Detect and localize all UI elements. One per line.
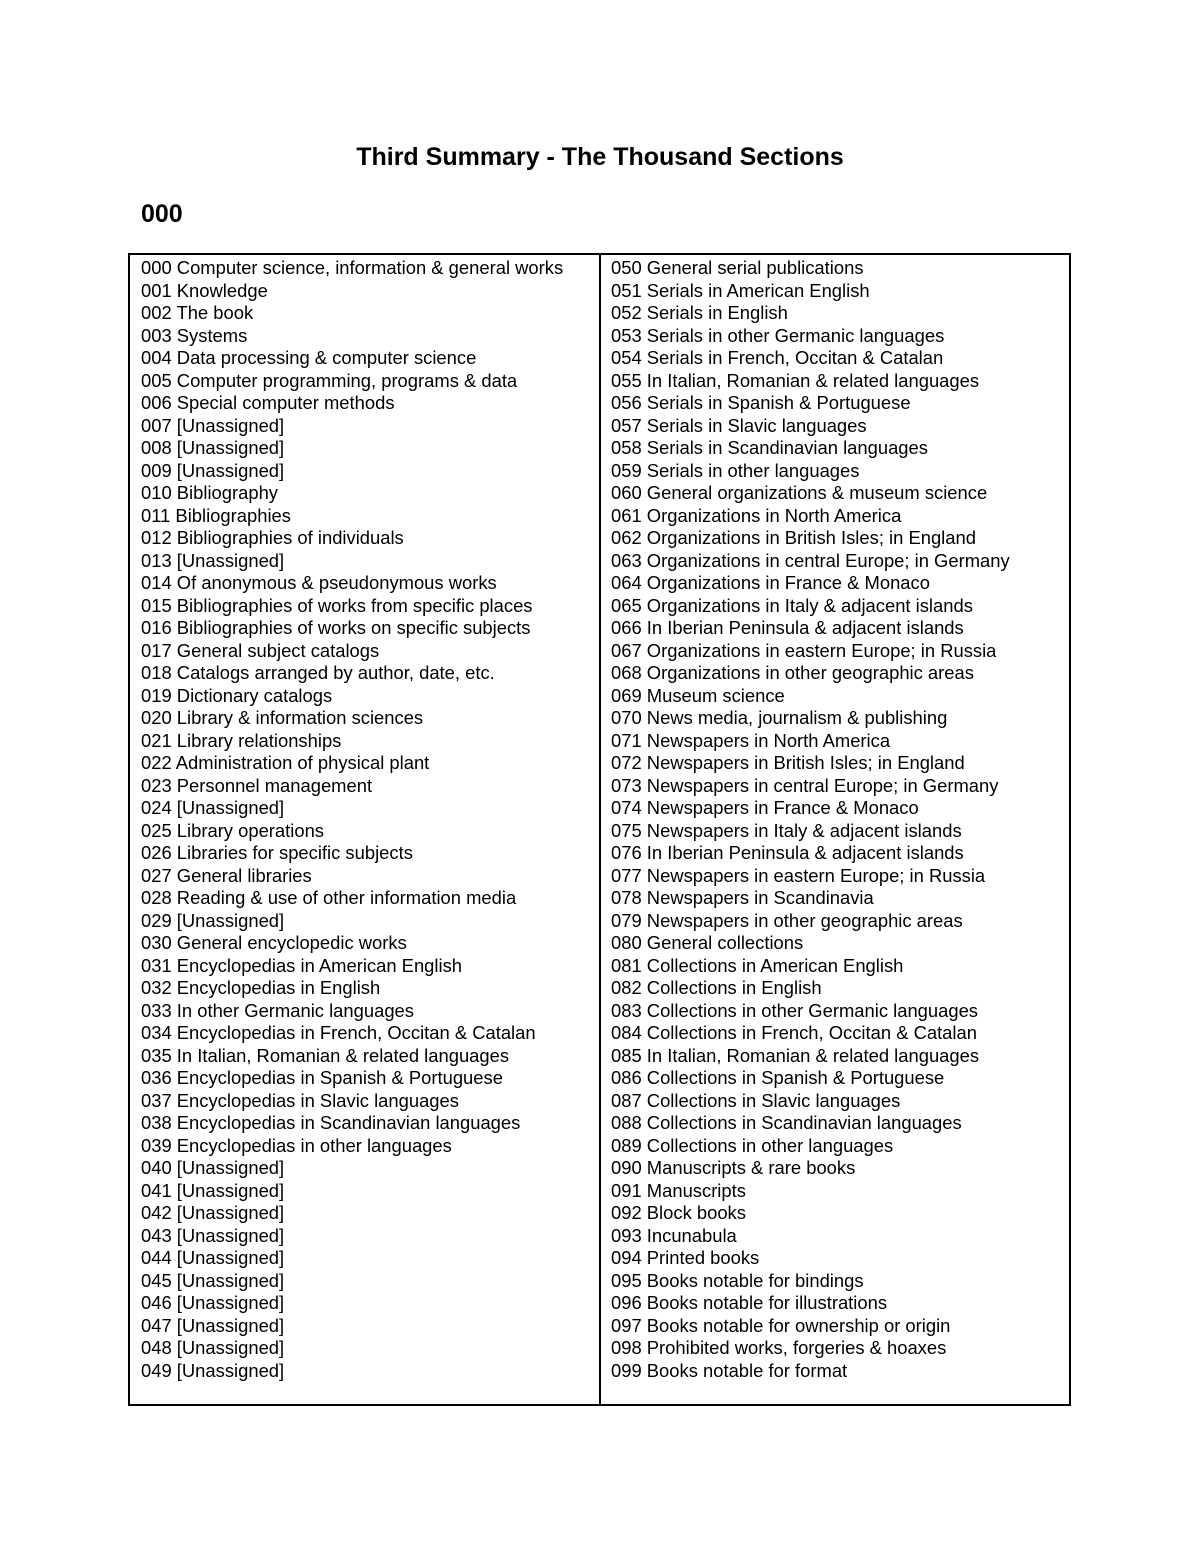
section-entry: 055 In Italian, Romanian & related languages bbox=[611, 369, 980, 391]
section-entry: 074 Newspapers in France & Monaco bbox=[611, 797, 919, 818]
section-entry: 004 Data processing & computer science bbox=[141, 347, 477, 368]
section-entry: 039 Encyclopedias in other languages bbox=[141, 1134, 452, 1156]
section-entry: 056 Serials in Spanish & Portuguese bbox=[611, 392, 911, 413]
section-entry: 008 [Unassigned] bbox=[141, 437, 285, 458]
section-entry: 047 [Unassigned] bbox=[141, 1314, 285, 1336]
section-entry: 029 [Unassigned] bbox=[141, 909, 285, 931]
section-entry: 040 [Unassigned] bbox=[141, 1157, 285, 1178]
right-column bbox=[601, 255, 1069, 1404]
section-entry: 091 Manuscripts bbox=[611, 1179, 746, 1201]
section-entry: 038 Encyclopedias in Scandinavian languages bbox=[141, 1112, 521, 1133]
section-entry: 080 General collections bbox=[611, 932, 804, 953]
section-entry: 034 Encyclopedias in French, Occitan & Catalan bbox=[141, 1022, 536, 1043]
section-entry: 002 The book bbox=[141, 302, 254, 323]
section-entry: 022 Administration of physical plant bbox=[141, 752, 430, 773]
section-entry: 092 Block books bbox=[611, 1202, 746, 1223]
section-entry: 069 Museum science bbox=[611, 684, 785, 706]
section-entry: 060 General organizations & museum science bbox=[611, 482, 988, 503]
section-entry: 088 Collections in Scandinavian languages bbox=[611, 1112, 962, 1133]
section-entry: 084 Collections in French, Occitan & Catalan bbox=[611, 1022, 977, 1043]
section-entry: 078 Newspapers in Scandinavia bbox=[611, 887, 874, 908]
section-entry: 072 Newspapers in British Isles; in England bbox=[611, 752, 965, 773]
section-entry: 005 Computer programming, programs & data bbox=[141, 369, 518, 391]
section-entry: 027 General libraries bbox=[141, 864, 312, 886]
section-entry: 099 Books notable for format bbox=[611, 1359, 848, 1381]
sections-table bbox=[128, 253, 1071, 1406]
section-entry: 087 Collections in Slavic languages bbox=[611, 1089, 901, 1111]
section-entry: 049 [Unassigned] bbox=[141, 1359, 285, 1381]
section-entry: 046 [Unassigned] bbox=[141, 1292, 285, 1313]
section-entry: 031 Encyclopedias in American English bbox=[141, 954, 463, 976]
section-entry: 016 Bibliographies of works on specific subjects bbox=[141, 617, 531, 638]
section-entry: 090 Manuscripts & rare books bbox=[611, 1157, 856, 1178]
section-entry: 066 In Iberian Peninsula & adjacent islands bbox=[611, 617, 964, 638]
section-entry: 045 [Unassigned] bbox=[141, 1269, 285, 1291]
section-entry: 007 [Unassigned] bbox=[141, 414, 285, 436]
section-entry: 052 Serials in English bbox=[611, 302, 788, 323]
section-entry: 011 Bibliographies bbox=[141, 504, 291, 526]
section-entry: 014 Of anonymous & pseudonymous works bbox=[141, 572, 497, 593]
section-entry: 085 In Italian, Romanian & related languages bbox=[611, 1044, 980, 1066]
section-entry: 003 Systems bbox=[141, 324, 248, 346]
section-entry: 061 Organizations in North America bbox=[611, 504, 902, 526]
section-entry: 062 Organizations in British Isles; in England bbox=[611, 527, 976, 548]
section-entry: 081 Collections in American English bbox=[611, 954, 904, 976]
section-entry: 086 Collections in Spanish & Portuguese bbox=[611, 1067, 945, 1088]
section-entry: 013 [Unassigned] bbox=[141, 549, 285, 571]
section-heading: 000 bbox=[141, 200, 183, 228]
section-entry: 019 Dictionary catalogs bbox=[141, 684, 333, 706]
section-entry: 018 Catalogs arranged by author, date, etc. bbox=[141, 662, 495, 683]
section-entry: 093 Incunabula bbox=[611, 1224, 737, 1246]
section-entry: 037 Encyclopedias in Slavic languages bbox=[141, 1089, 459, 1111]
section-entry: 098 Prohibited works, forgeries & hoaxes bbox=[611, 1337, 947, 1358]
section-entry: 042 [Unassigned] bbox=[141, 1202, 285, 1223]
section-entry: 030 General encyclopedic works bbox=[141, 932, 407, 953]
section-entry: 079 Newspapers in other geographic areas bbox=[611, 909, 963, 931]
section-entry: 035 In Italian, Romanian & related languages bbox=[141, 1044, 510, 1066]
section-entry: 023 Personnel management bbox=[141, 774, 373, 796]
section-entry: 064 Organizations in France & Monaco bbox=[611, 572, 930, 593]
section-entry: 083 Collections in other Germanic languages bbox=[611, 999, 979, 1021]
section-entry: 068 Organizations in other geographic areas bbox=[611, 662, 974, 683]
document-title: Third Summary - The Thousand Sections bbox=[356, 143, 844, 171]
section-entry: 057 Serials in Slavic languages bbox=[611, 414, 867, 436]
section-entry: 015 Bibliographies of works from specific places bbox=[141, 594, 533, 616]
section-entry: 063 Organizations in central Europe; in Germany bbox=[611, 549, 1010, 571]
section-entry: 033 In other Germanic languages bbox=[141, 999, 414, 1021]
section-entry: 017 General subject catalogs bbox=[141, 639, 380, 661]
section-entry: 070 News media, journalism & publishing bbox=[611, 707, 948, 728]
section-entry: 021 Library relationships bbox=[141, 729, 342, 751]
section-entry: 020 Library & information sciences bbox=[141, 707, 424, 728]
section-entry: 009 [Unassigned] bbox=[141, 459, 285, 481]
section-entry: 075 Newspapers in Italy & adjacent islands bbox=[611, 819, 962, 841]
section-entry: 077 Newspapers in eastern Europe; in Russia bbox=[611, 864, 986, 886]
section-entry: 006 Special computer methods bbox=[141, 392, 395, 413]
section-entry: 044 [Unassigned] bbox=[141, 1247, 285, 1268]
section-entry: 082 Collections in English bbox=[611, 977, 822, 998]
section-entry: 053 Serials in other Germanic languages bbox=[611, 324, 945, 346]
section-entry: 028 Reading & use of other information media bbox=[141, 887, 517, 908]
section-entry: 073 Newspapers in central Europe; in Germany bbox=[611, 774, 999, 796]
section-entry: 096 Books notable for illustrations bbox=[611, 1292, 888, 1313]
section-entry: 024 [Unassigned] bbox=[141, 797, 285, 818]
section-entry: 012 Bibliographies of individuals bbox=[141, 527, 404, 548]
section-entry: 026 Libraries for specific subjects bbox=[141, 842, 413, 863]
section-entry: 048 [Unassigned] bbox=[141, 1337, 285, 1358]
section-entry: 041 [Unassigned] bbox=[141, 1179, 285, 1201]
section-entry: 051 Serials in American English bbox=[611, 279, 870, 301]
section-entry: 043 [Unassigned] bbox=[141, 1224, 285, 1246]
section-entry: 001 Knowledge bbox=[141, 279, 268, 301]
section-entry: 036 Encyclopedias in Spanish & Portuguese bbox=[141, 1067, 503, 1088]
section-entry: 097 Books notable for ownership or origin bbox=[611, 1314, 951, 1336]
section-entry: 032 Encyclopedias in English bbox=[141, 977, 381, 998]
section-entry: 059 Serials in other languages bbox=[611, 459, 860, 481]
section-entry: 076 In Iberian Peninsula & adjacent islands bbox=[611, 842, 964, 863]
section-entry: 054 Serials in French, Occitan & Catalan bbox=[611, 347, 944, 368]
section-entry: 025 Library operations bbox=[141, 819, 324, 841]
section-entry: 095 Books notable for bindings bbox=[611, 1269, 864, 1291]
section-entry: 089 Collections in other languages bbox=[611, 1134, 894, 1156]
section-entry: 094 Printed books bbox=[611, 1247, 760, 1268]
section-entry: 050 General serial publications bbox=[611, 257, 864, 278]
section-entry: 010 Bibliography bbox=[141, 482, 279, 503]
section-entry: 065 Organizations in Italy & adjacent islands bbox=[611, 594, 973, 616]
left-column bbox=[130, 255, 601, 1404]
section-entry: 067 Organizations in eastern Europe; in Russia bbox=[611, 639, 997, 661]
section-entry: 058 Serials in Scandinavian languages bbox=[611, 437, 928, 458]
section-entry: 071 Newspapers in North America bbox=[611, 729, 891, 751]
section-entry: 000 Computer science, information & general works bbox=[141, 257, 564, 278]
